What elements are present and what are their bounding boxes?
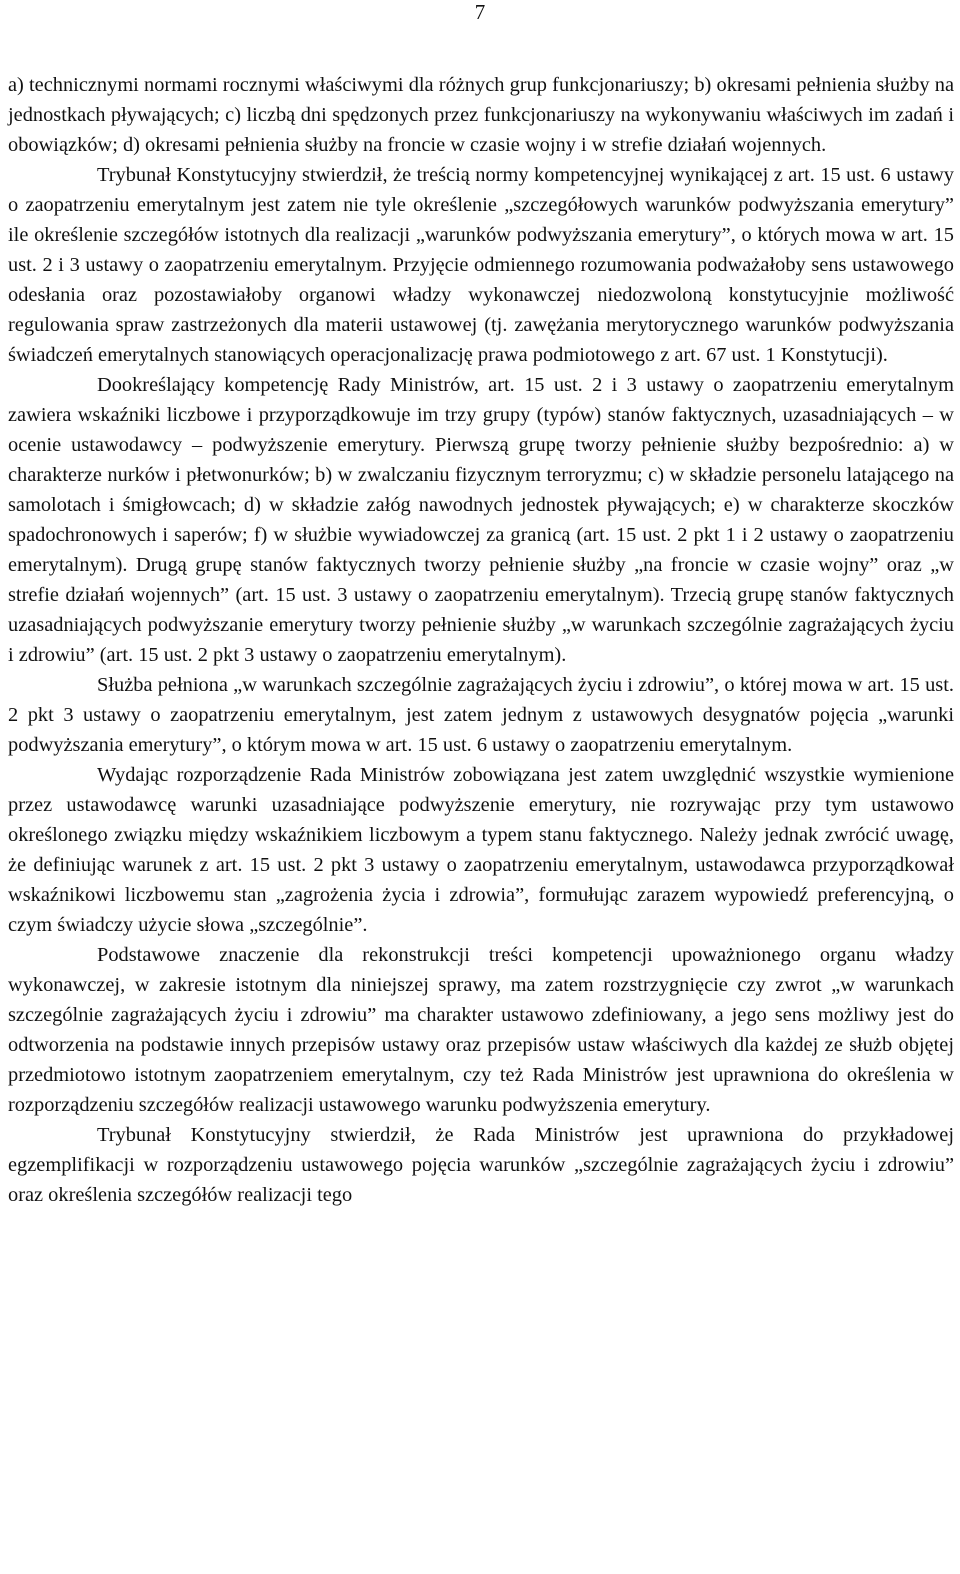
paragraph: Trybunał Konstytucyjny stwierdził, że Rada Ministrów jest uprawniona do przykładowej egzemplifikacji w rozporządzeniu ustawowego pojęcia warunków „szczególnie zagrażających życiu i zdrowiu” oraz określenia szczegółów realizacji tego <box>8 1124 954 1206</box>
paragraph: Wydając rozporządzenie Rada Ministrów zobowiązana jest zatem uwzględnić wszystkie wymienione przez ustawodawcę warunki uzasadniające podwyższenie emerytury, nie rozrywając przy tym ustawowo określonego związku między wskaźnikiem liczbowym a typem stanu faktycznego. Należy jednak zwrócić uwagę, że definiując warunek z art. 15 ust. 2 pkt 3 ustawy o zaopatrzeniu emerytalnym, ustawodawca przyporządkował wskaźnikowi liczbowemu stan „zagrożenia życia i zdrowia”, formułując zarazem wypowiedź preferencyjną, o czym świadczy użycie słowa „szczególnie”. <box>8 764 954 936</box>
paragraph: a) technicznymi normami rocznymi właściwymi dla różnych grup funkcjonariuszy; b) okresami pełnienia służby na jednostkach pływających; c) liczbą dni spędzonych przez funkcjonariuszy na wykonywaniu właściwych im zadań i obowiązków; d) okresami pełnienia służby na froncie w czasie wojny i w strefie działań wojennych. <box>8 74 954 156</box>
paragraph: Podstawowe znaczenie dla rekonstrukcji treści kompetencji upoważnionego organu władzy wykonawczej, w zakresie istotnym dla niniejszej sprawy, ma zatem rozstrzygnięcie czy zwrot „w warunkach szczególnie zagrażających życiu i zdrowiu” ma charakter ustawowo zdefiniowany, a jego sens możliwy jest do odtworzenia na podstawie innych przepisów ustawy oraz przepisów ustaw właściwych dla każdej ze służb objętej przedmiotowo istotnym zaopatrzeniem emerytalnym, czy też Rada Ministrów jest uprawniona do określenia w rozporządzeniu szczegółów realizacji ustawowego warunku podwyższenia emerytury. <box>8 944 954 1116</box>
page-number: 7 <box>474 0 486 24</box>
paragraph: Służba pełniona „w warunkach szczególnie zagrażających życiu i zdrowiu”, o której mowa w art. 15 ust. 2 pkt 3 ustawy o zaopatrzeniu emerytalnym, jest zatem jednym z ustawowych desygnatów pojęcia „warunki podwyższania emerytury”, o którym mowa w art. 15 ust. 6 ustawy o zaopatrzeniu emerytalnym. <box>8 674 954 756</box>
paragraph: Trybunał Konstytucyjny stwierdził, że treścią normy kompetencyjnej wynikającej z art. 15 ust. 6 ustawy o zaopatrzeniu emerytalnym jest zatem nie tyle określenie „szczegółowych warunków podwyższania emerytury” ile określenie szczegółów istotnych dla realizacji „warunków podwyższania emerytury”, o których mowa w art. 15 ust. 2 i 3 ustawy o zaopatrzeniu emerytalnym. Przyjęcie odmiennego rozumowania podważałoby sens ustawowego odesłania oraz pozostawiałoby organowi władzy wykonawczej niedozwoloną konstytucyjnie możliwość regulowania spraw zastrzeżonych dla materii ustawowej (tj. zawężania merytorycznego warunków podwyższania świadczeń emerytalnych stanowiących operacjonalizację prawa podmiotowego z art. 67 ust. 1 Konstytucji). <box>8 164 954 366</box>
paragraph: Dookreślający kompetencję Rady Ministrów, art. 15 ust. 2 i 3 ustawy o zaopatrzeniu emerytalnym zawiera wskaźniki liczbowe i przyporządkowuje im trzy grupy (typów) stanów faktycznych, uzasadniających – w ocenie ustawodawcy – podwyższenie emerytury. Pierwszą grupę tworzy pełnienie służby bezpośrednio: a) w charakterze nurków i płetwonurków; b) w zwalczaniu fizycznym terroryzmu; c) w składzie personelu latającego na samolotach i śmigłowcach; d) w składzie załóg nawodnych jednostek pływających; e) w charakterze skoczków spadochronowych i saperów; f) w służbie wywiadowczej za granicą (art. 15 ust. 2 pkt 1 i 2 ustawy o zaopatrzeniu emerytalnym). Drugą grupę stanów faktycznych tworzy pełnienie służby „na froncie w czasie wojny” oraz „w strefie działań wojennych” (art. 15 ust. 3 ustawy o zaopatrzeniu emerytalnym). Trzecią grupę stanów faktycznych uzasadniających podwyższanie emerytury tworzy pełnienie służby „w warunkach szczególnie zagrażających życiu i zdrowiu” (art. 15 ust. 2 pkt 3 ustawy o zaopatrzeniu emerytalnym). <box>8 374 954 666</box>
document-body <box>8 70 954 1210</box>
